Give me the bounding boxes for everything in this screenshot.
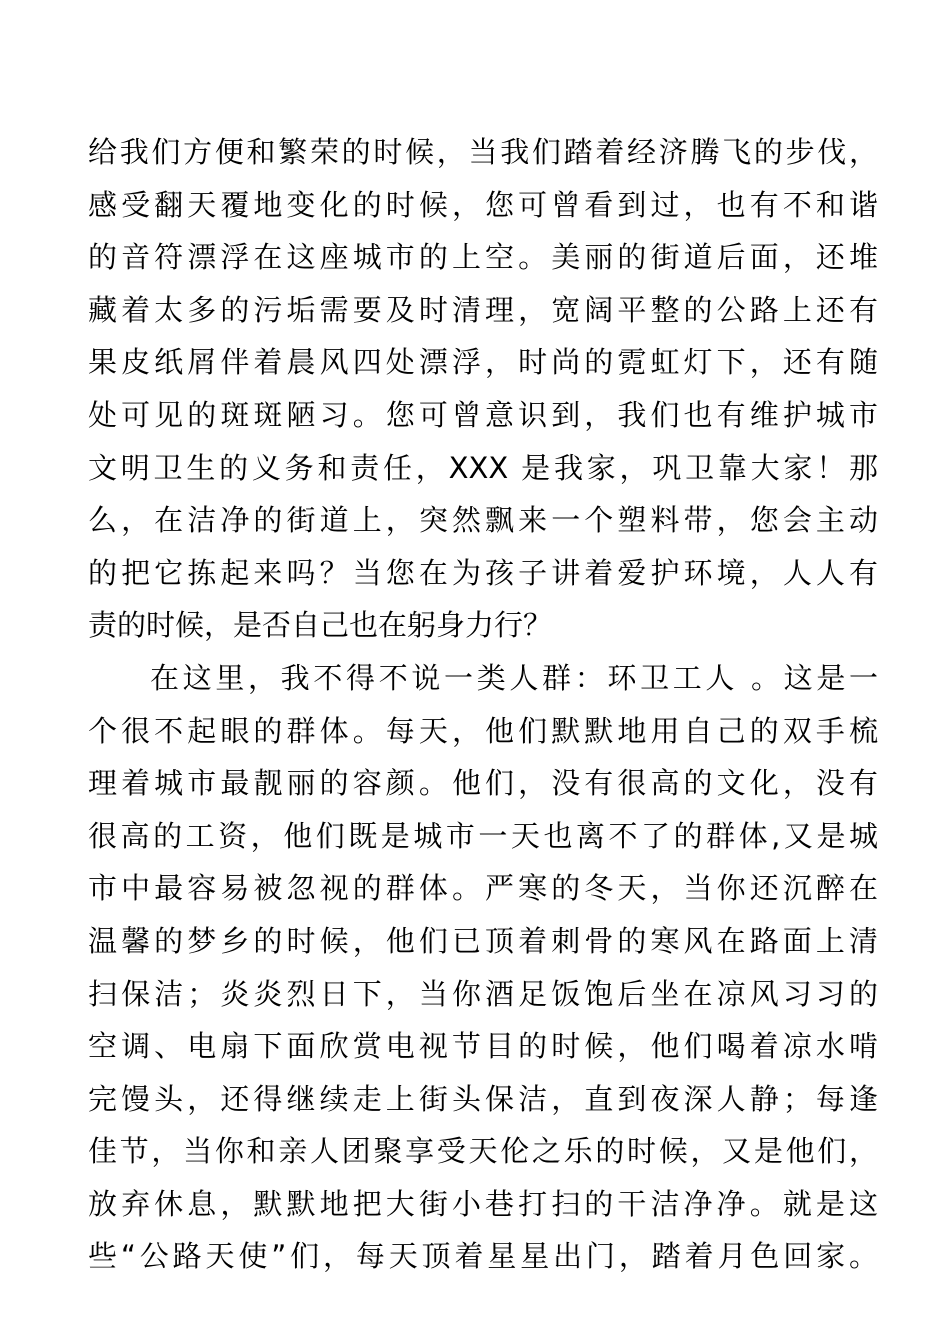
paragraph-2-line-10: 佳节，当你和亲人团聚享受天伦之乐的时候，又是他们，	[88, 1134, 878, 1169]
paragraph-2-line-8: 空调、电扇下面欣赏电视节目的时候，他们喝着凉水啃	[88, 1029, 878, 1064]
paragraph-1-line-5: 果皮纸屑伴着晨风四处漂浮，时尚的霓虹灯下，还有随	[88, 345, 878, 380]
paragraph-1-line-7: 文明卫生的义务和责任，XXX 是我家，巩卫靠大家！那	[88, 450, 878, 485]
paragraph-2-line-7: 扫保洁；炎炎烈日下，当你酒足饭饱后坐在凉风习习的	[88, 976, 878, 1011]
paragraph-1-line-1: 给我们方便和繁荣的时候，当我们踏着经济腾飞的步伐，	[88, 135, 878, 169]
paragraph-1-line-2: 感受翻天覆地变化的时候，您可曾看到过，也有不和谐	[88, 187, 878, 222]
paragraph-2-line-4: 很高的工资，他们既是城市一天也离不了的群体,又是城	[88, 818, 878, 853]
paragraph-2-line-1: 在这里，我不得不说一类人群：环卫工人 。这是一	[150, 660, 878, 695]
paragraph-1-line-9: 的把它拣起来吗？当您在为孩子讲着爱护环境，人人有	[88, 555, 878, 590]
paragraph-2-line-9: 完馒头，还得继续走上街头保洁，直到夜深人静；每逢	[88, 1081, 878, 1116]
paragraph-2-line-11: 放弃休息，默默地把大街小巷打扫的干洁净净。就是这	[88, 1186, 878, 1221]
paragraph-2-line-2: 个很不起眼的群体。每天，他们默默地用自己的双手梳	[88, 713, 878, 748]
paragraph-2-line-6: 温馨的梦乡的时候，他们已顶着刺骨的寒风在路面上清	[88, 923, 878, 958]
paragraph-1-line-6: 处可见的斑斑陋习。您可曾意识到，我们也有维护城市	[88, 397, 878, 432]
paragraph-2-line-3: 理着城市最靓丽的容颜。他们，没有很高的文化，没有	[88, 766, 878, 801]
paragraph-2-line-5: 市中最容易被忽视的群体。严寒的冬天，当你还沉醉在	[88, 871, 878, 906]
paragraph-2-line-12: 些“公路天使”们，每天顶着星星出门，踏着月色回家。	[88, 1239, 878, 1274]
paragraph-1-line-10: 责的时候，是否自己也在躬身力行？	[88, 608, 553, 643]
paragraph-1-line-4: 藏着太多的污垢需要及时清理，宽阔平整的公路上还有	[88, 292, 878, 327]
paragraph-1-line-8: 么，在洁净的街道上，突然飘来一个塑料带，您会主动	[88, 503, 878, 538]
body-text	[88, 126, 878, 1283]
paragraph-1-line-3: 的音符漂浮在这座城市的上空。美丽的街道后面，还堆	[88, 240, 878, 275]
